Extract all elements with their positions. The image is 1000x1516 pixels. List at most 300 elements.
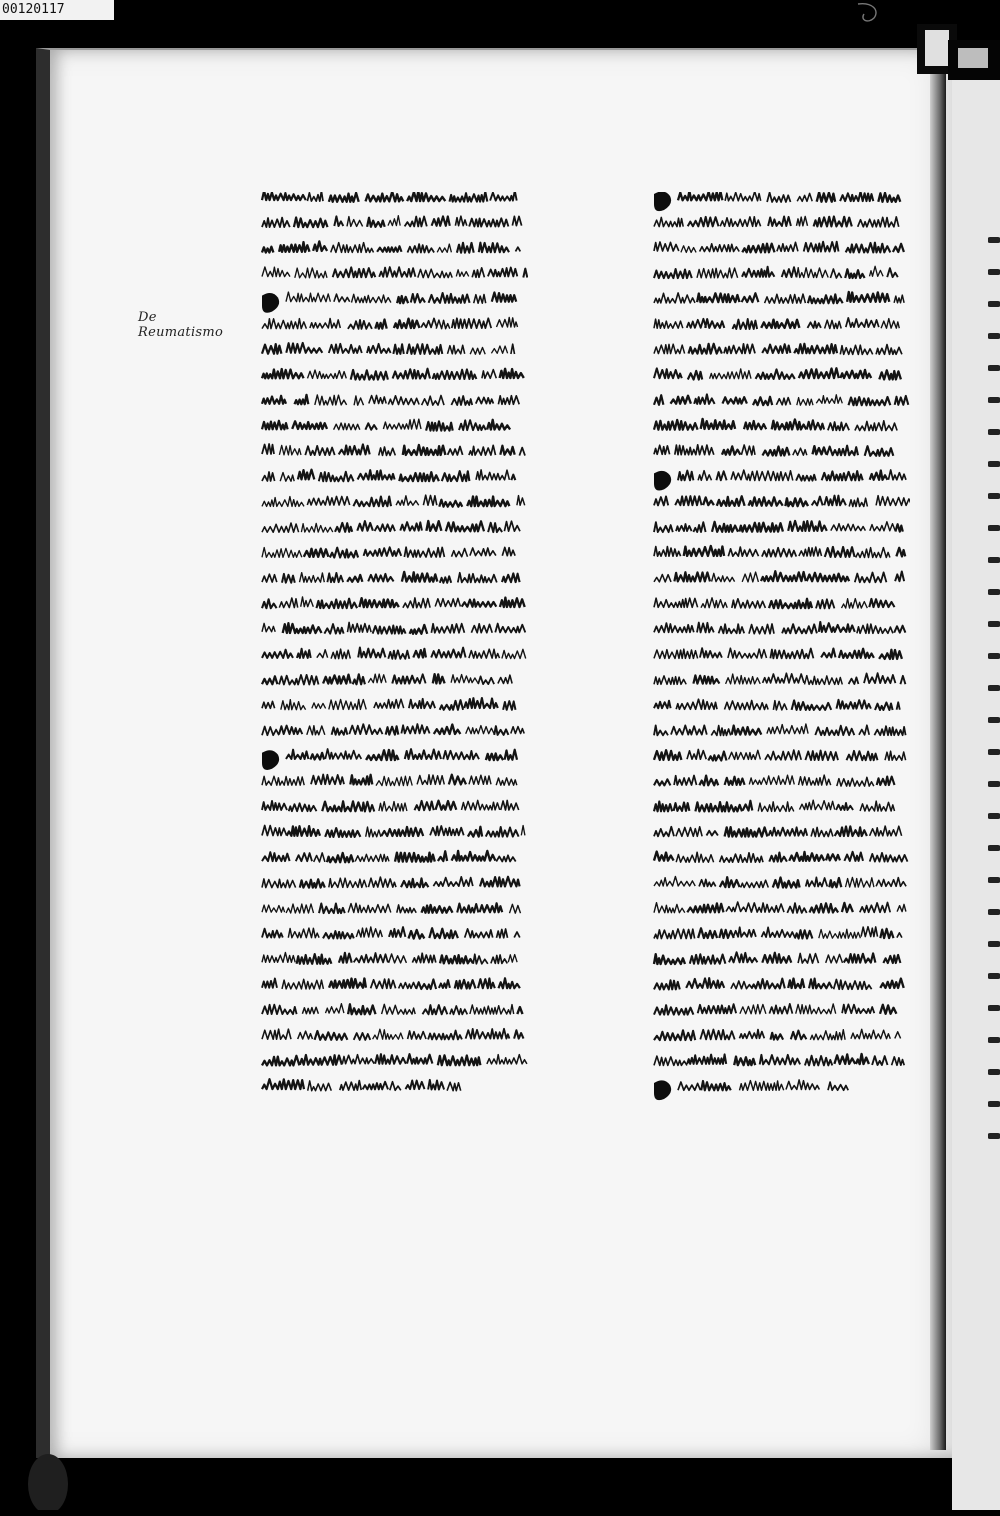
ink-word (462, 800, 500, 810)
ink-word (281, 700, 306, 710)
ink-word (307, 726, 325, 735)
ink-word (354, 953, 388, 962)
ink-word (488, 523, 502, 532)
ink-word (797, 193, 812, 201)
ink-word (478, 676, 494, 684)
ink-word (395, 853, 435, 862)
ink-word (307, 192, 323, 201)
ink-word (719, 624, 745, 633)
ink-word (295, 268, 327, 278)
ink-word (457, 904, 478, 913)
ink-word (689, 344, 722, 354)
ink-word (411, 294, 425, 303)
ink-word (697, 623, 714, 633)
handwritten-lines-right (650, 192, 910, 1122)
ink-word (654, 701, 671, 709)
ink-word (521, 826, 525, 836)
ink-word (262, 421, 288, 430)
ink-word (874, 726, 905, 735)
ink-word (300, 879, 325, 887)
ink-word (492, 293, 516, 302)
ink-word (347, 217, 363, 227)
ink-word (348, 622, 372, 632)
ink-word (342, 1055, 374, 1064)
ink-word (323, 675, 351, 684)
ink-word (286, 750, 308, 759)
ink-word (333, 267, 376, 277)
ink-word (399, 983, 416, 989)
manuscript-line (654, 1054, 904, 1065)
ink-word (845, 269, 864, 278)
ink-word (300, 573, 325, 583)
ink-word (741, 445, 755, 455)
ink-word (434, 725, 461, 735)
ink-word (262, 218, 290, 228)
manuscript-line (654, 927, 902, 939)
ink-word (797, 398, 813, 406)
ink-word (654, 293, 695, 303)
ink-word (654, 598, 698, 607)
ink-word (464, 698, 498, 708)
ink-word (487, 420, 510, 430)
ink-word (703, 498, 714, 506)
ink-word (429, 928, 458, 938)
ink-word (450, 1006, 467, 1014)
ink-word (262, 852, 290, 861)
ink-word (308, 1081, 332, 1091)
ink-word (410, 625, 428, 634)
ink-word (676, 699, 717, 709)
ink-word (451, 396, 472, 405)
ink-word (442, 471, 470, 481)
ink-word (323, 931, 354, 938)
ink-word (366, 750, 398, 760)
manuscript-line (654, 496, 910, 507)
manuscript-line (654, 800, 895, 811)
ink-word (431, 624, 464, 633)
ink-word (497, 318, 518, 328)
ink-word (855, 421, 897, 431)
ink-word (671, 725, 707, 734)
ink-word (654, 1030, 695, 1040)
ink-word (310, 753, 324, 760)
ink-word (654, 368, 682, 378)
ink-word (674, 803, 690, 811)
ink-word (860, 801, 894, 811)
ink-word (462, 600, 497, 607)
ink-word (495, 624, 525, 633)
manuscript-line (654, 852, 908, 863)
ink-word (326, 1004, 344, 1013)
ink-word (758, 802, 794, 812)
ink-word (439, 980, 450, 988)
manuscript-line (262, 674, 512, 684)
ink-word (262, 1079, 304, 1089)
ink-word (358, 648, 385, 658)
ink-word (315, 1031, 348, 1040)
manuscript-line (262, 800, 519, 811)
ink-word (825, 547, 855, 557)
ink-word (892, 1057, 905, 1065)
ink-word (826, 954, 843, 963)
ink-word (501, 800, 519, 810)
ink-word (857, 624, 893, 633)
ink-word (870, 826, 902, 836)
ink-word (654, 344, 685, 353)
ink-word (283, 623, 322, 633)
ink-word (469, 218, 508, 226)
ink-word (279, 598, 297, 608)
ink-word (350, 775, 372, 785)
ink-word (298, 1031, 313, 1039)
ink-word (799, 775, 831, 785)
thumb-shadow (26, 1440, 70, 1510)
manuscript-line (262, 927, 520, 939)
manuscript-line (654, 217, 899, 227)
ink-word (262, 676, 277, 684)
ink-word (514, 932, 520, 938)
ink-word (413, 649, 426, 658)
ink-word (510, 904, 521, 913)
ink-word (367, 344, 391, 353)
ink-word (893, 244, 904, 252)
manuscript-line (262, 622, 525, 633)
ink-word (895, 572, 904, 582)
ink-word (297, 649, 311, 658)
ink-word (800, 800, 835, 809)
manuscript-line (262, 851, 516, 862)
ink-word (502, 573, 520, 582)
ink-word (763, 447, 790, 456)
manuscript-line (262, 395, 519, 405)
ink-word (488, 268, 517, 277)
ink-word (476, 397, 494, 403)
ink-word (844, 953, 876, 962)
ink-word (654, 395, 663, 405)
manuscript-line (654, 266, 898, 278)
ink-word (816, 599, 834, 608)
ink-word (654, 877, 695, 887)
ink-word (511, 475, 515, 480)
ink-word (376, 776, 412, 785)
ink-word (496, 855, 515, 861)
ink-word (810, 1030, 845, 1040)
ink-word (262, 574, 277, 582)
ink-word (439, 500, 462, 507)
ink-word (358, 470, 395, 479)
ink-word (417, 775, 444, 785)
ink-word (725, 827, 768, 836)
ink-word (502, 649, 526, 658)
ink-word (357, 521, 373, 531)
ink-word (805, 1056, 832, 1066)
ink-word (840, 345, 872, 354)
ink-word (352, 294, 391, 302)
ink-word (465, 929, 493, 938)
ink-word (279, 445, 301, 455)
ink-word (654, 676, 686, 684)
ink-word (847, 292, 889, 302)
ink-word (368, 674, 386, 683)
ink-word (262, 599, 277, 608)
ink-word (840, 370, 871, 378)
ink-word (897, 933, 902, 938)
ink-word (654, 750, 681, 760)
ink-word (878, 193, 900, 202)
ink-word (407, 344, 442, 354)
manuscript-line (654, 826, 902, 836)
ink-word (423, 495, 436, 505)
ink-word (429, 293, 470, 303)
ink-word (287, 826, 320, 836)
ink-word (415, 674, 426, 683)
ink-word (379, 447, 396, 455)
ink-word (340, 1081, 361, 1091)
ink-word (859, 725, 869, 735)
ink-word (451, 675, 478, 683)
ink-word (500, 369, 524, 378)
ink-word (720, 217, 760, 227)
ink-word (330, 548, 358, 558)
ink-word (799, 368, 839, 378)
ink-word (392, 675, 415, 683)
binding-clip-shadow (948, 40, 1000, 80)
ink-word (788, 979, 804, 988)
ink-word (262, 776, 304, 785)
ink-word (397, 296, 408, 303)
ink-word (773, 878, 800, 888)
ink-word (654, 929, 695, 939)
ink-word (329, 699, 366, 709)
ink-word (698, 928, 717, 938)
ink-word (379, 802, 407, 812)
manuscript-line (262, 495, 525, 507)
manuscript-line (654, 546, 905, 558)
ink-word (761, 320, 799, 328)
ink-word (654, 522, 673, 532)
ink-word (334, 294, 350, 302)
manuscript-line (654, 571, 904, 582)
ink-word (869, 599, 894, 607)
ink-word (728, 547, 758, 556)
ink-word (459, 420, 486, 430)
ink-word (654, 547, 681, 557)
ink-word (797, 217, 808, 226)
ink-word (732, 726, 762, 735)
ink-word (744, 421, 766, 429)
ink-word (777, 242, 798, 251)
text-column-left (258, 192, 528, 1122)
ink-word (725, 192, 761, 201)
ink-word (678, 1082, 700, 1090)
ink-word (876, 345, 902, 355)
ink-word (486, 827, 519, 837)
ink-word (812, 497, 823, 506)
ink-word (408, 1031, 426, 1039)
ink-word (496, 778, 517, 785)
ink-word (742, 293, 759, 302)
ink-word (870, 266, 884, 276)
ink-word (298, 470, 314, 480)
ink-word (729, 952, 757, 962)
ink-word (897, 702, 900, 709)
ink-word (788, 521, 827, 531)
ink-word (762, 548, 796, 557)
ink-word (674, 572, 710, 581)
ink-word (408, 244, 435, 252)
ink-word (654, 980, 680, 989)
ink-word (480, 877, 520, 887)
ink-word (313, 241, 327, 251)
text-column-right (650, 192, 910, 1122)
ink-word (837, 777, 874, 786)
ink-word (415, 801, 434, 810)
manuscript-line (654, 292, 904, 303)
ink-word (396, 496, 419, 505)
ink-word (472, 268, 484, 277)
ink-word (422, 396, 444, 406)
ink-word (422, 905, 453, 913)
ink-word (828, 1082, 848, 1090)
ink-word (654, 319, 683, 328)
ink-word (791, 1031, 807, 1040)
ink-word (367, 218, 385, 227)
ink-word (280, 473, 294, 482)
ink-word (741, 880, 769, 887)
ink-word (482, 370, 496, 379)
ink-word (348, 320, 372, 329)
manuscript-line (654, 877, 906, 888)
ink-word (486, 754, 503, 761)
ink-word (687, 319, 706, 328)
ink-word (449, 775, 466, 785)
ink-word (805, 751, 838, 761)
ink-word (711, 726, 730, 736)
ink-word (421, 318, 437, 327)
manuscript-line (262, 369, 524, 380)
ink-word (407, 192, 445, 201)
ink-word (895, 396, 909, 405)
ink-word (654, 802, 672, 812)
ink-word (405, 749, 441, 759)
ink-word (366, 827, 381, 837)
ink-word (828, 422, 849, 430)
ink-word (769, 599, 812, 608)
ink-word (701, 598, 727, 608)
ink-word (512, 216, 521, 225)
ink-word (438, 1055, 481, 1065)
ink-word (262, 344, 281, 354)
ink-word (468, 827, 482, 837)
ink-word (262, 1005, 297, 1014)
ink-word (807, 420, 824, 429)
ink-word (729, 750, 761, 759)
ink-word (517, 1007, 522, 1014)
ink-word (767, 193, 790, 203)
ink-word (712, 573, 735, 581)
ink-word (262, 727, 279, 736)
ink-word (849, 397, 891, 405)
manuscript-line (262, 826, 525, 837)
ink-word (817, 192, 835, 201)
manuscript-line (654, 470, 906, 491)
ink-word (722, 446, 740, 454)
ink-word (684, 546, 724, 556)
ink-word (440, 700, 463, 710)
ink-word (432, 216, 450, 225)
ink-word (725, 701, 769, 710)
ink-word (311, 775, 344, 785)
ink-word (310, 319, 340, 329)
ink-word (383, 419, 421, 429)
ink-word (762, 927, 795, 937)
ink-word (466, 1029, 510, 1039)
ink-word (325, 828, 360, 837)
ink-word (317, 650, 328, 658)
ink-word (331, 243, 374, 253)
manuscript-line (262, 216, 522, 227)
manuscript-line (262, 749, 517, 770)
ink-word (700, 1030, 734, 1040)
ink-word (728, 648, 767, 658)
ink-word (836, 803, 853, 810)
ink-word (834, 980, 872, 990)
ink-word (262, 879, 296, 888)
ink-word (825, 320, 842, 328)
ink-word (403, 598, 430, 608)
ink-word (353, 497, 391, 507)
ink-word (742, 244, 774, 253)
ink-word (654, 852, 674, 861)
ink-word (355, 854, 389, 861)
ink-word (356, 927, 382, 937)
manuscript-line (262, 470, 515, 482)
ink-word (327, 853, 353, 862)
ink-word (697, 293, 739, 302)
ink-word (876, 496, 910, 506)
manuscript-line (262, 953, 517, 964)
ink-word (480, 903, 503, 912)
ink-word (769, 827, 808, 835)
ink-word (397, 905, 416, 913)
ink-word (654, 1005, 693, 1014)
ink-word (262, 369, 304, 378)
ink-word (831, 524, 866, 531)
ink-word (502, 547, 515, 555)
manuscript-line (654, 419, 897, 431)
ink-word (687, 903, 723, 912)
manuscript-line (654, 344, 902, 355)
manuscript-line (262, 1054, 527, 1065)
ink-word (814, 217, 852, 227)
ink-word (364, 547, 402, 556)
ink-word (288, 928, 319, 938)
manuscript-line (654, 318, 899, 329)
ink-word (351, 370, 388, 380)
ink-word (872, 1056, 887, 1065)
ink-word (798, 953, 818, 963)
ink-word (860, 903, 890, 913)
ink-word (437, 244, 451, 252)
manuscript-line (654, 749, 906, 760)
ink-word (749, 775, 794, 784)
ink-word (875, 703, 893, 711)
ink-word (880, 1005, 896, 1014)
ink-word (498, 396, 519, 405)
ink-word (473, 954, 488, 964)
ink-word (782, 624, 817, 633)
ink-word (693, 522, 705, 532)
